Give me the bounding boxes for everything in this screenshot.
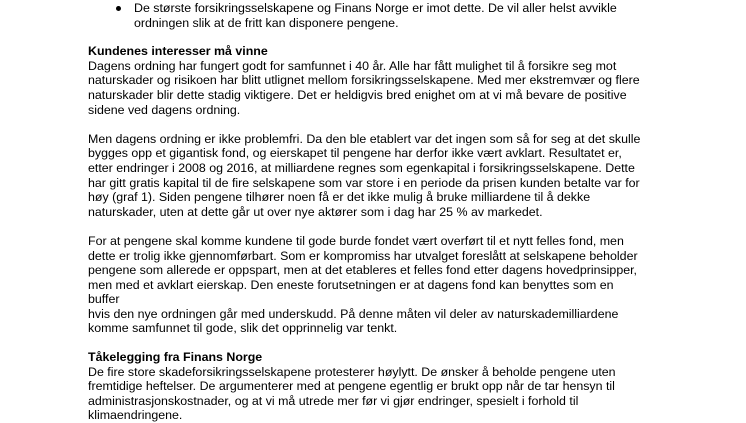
section-heading-kundenes-interesser: Kundenes interesser må vinne: [88, 44, 268, 59]
section-heading-takelegging: Tåkelegging fra Finans Norge: [88, 350, 263, 365]
bullet-list-item: [88, 1, 648, 30]
bullet-dot-icon: [116, 6, 121, 11]
paragraph: [88, 234, 648, 336]
paragraph-line: klimaendringene.: [88, 408, 183, 423]
paragraph: [88, 59, 648, 117]
paragraph-line: hvis den nye ordningen går med underskudd. På denne måten vil deler av naturskademilliardene: [88, 306, 619, 321]
paragraph-line: fremtidige heftelser. De argumenterer med at pengene egentlig er brukt opp når de tar hensyn til: [88, 379, 615, 394]
paragraph-line: men med et avklart eierskap. Den eneste forutsetningen er at dagens fond kan benyttes som en buffer: [88, 277, 614, 307]
paragraph-line: dette er trolig ikke gjennomførbart. Som er kompromiss har utvalget foreslått at selskapene beholder: [88, 248, 638, 263]
bullet-line: ordningen slik at de fritt kan disponere pengene.: [134, 15, 399, 30]
paragraph: [88, 132, 648, 220]
paragraph-line: administrasjonskostnader, og at vi må utrede mer før vi gjør endringer, spesielt i forhold til: [88, 393, 579, 408]
paragraph-line: naturskader, uten at dette går ut over nye aktører som i dag har 25 % av markedet.: [88, 204, 543, 219]
paragraph-line: sidene ved dagens ordning.: [88, 102, 241, 117]
bullet-line: De største forsikringsselskapene og Finans Norge er imot dette. De vil aller helst avvikle: [134, 1, 617, 15]
paragraph-line: komme samfunnet til gode, slik det opprinnelig var tenkt.: [88, 321, 398, 336]
paragraph-line: har gitt gratis kapital til de fire selskapene som var store i en periode da prisen kunden betalte var for: [88, 175, 640, 190]
paragraph-line: etter endringer i 2008 og 2016, at milliardene regnes som egenkapital i forsikringsselskapene. Dette: [88, 160, 635, 175]
document-page: [88, 0, 648, 423]
paragraph: [88, 365, 648, 423]
paragraph-line: De fire store skadeforsikringsselskapene protesterer høylytt. De ønsker å beholde pengene uten: [88, 364, 616, 379]
paragraph-line: pengene som allerede er oppspart, men at det etableres et felles fond etter dagens hovedprinsipper,: [88, 263, 637, 278]
paragraph-line: bygges opp et gigantisk fond, og eierskapet til pengene har derfor ikke vært avklart. Resultatet er,: [88, 146, 622, 161]
paragraph-line: høy (graf 1). Siden pengene tilhører noen få er det ikke mulig å bruke milliardene til å dekke: [88, 190, 591, 205]
paragraph-line: naturskader og risikoen har blitt utlignet mellom forsikringsselskapene. Med mer ekstremvær og flere: [88, 73, 640, 88]
paragraph-line: Men dagens ordning er ikke problemfri. Da den ble etablert var det ingen som så for seg at det skulle: [88, 131, 641, 146]
paragraph-line: naturskader blir dette stadig viktigere. Det er heldigvis bred enighet om at vi må bevare de positive: [88, 87, 627, 102]
paragraph-line: For at pengene skal komme kundene til gode burde fondet vært overført til et nytt felles fond, men: [88, 233, 624, 248]
paragraph-line: Dagens ordning har fungert godt for samfunnet i 40 år. Alle har fått mulighet til å forsikre seg mot: [88, 58, 617, 73]
